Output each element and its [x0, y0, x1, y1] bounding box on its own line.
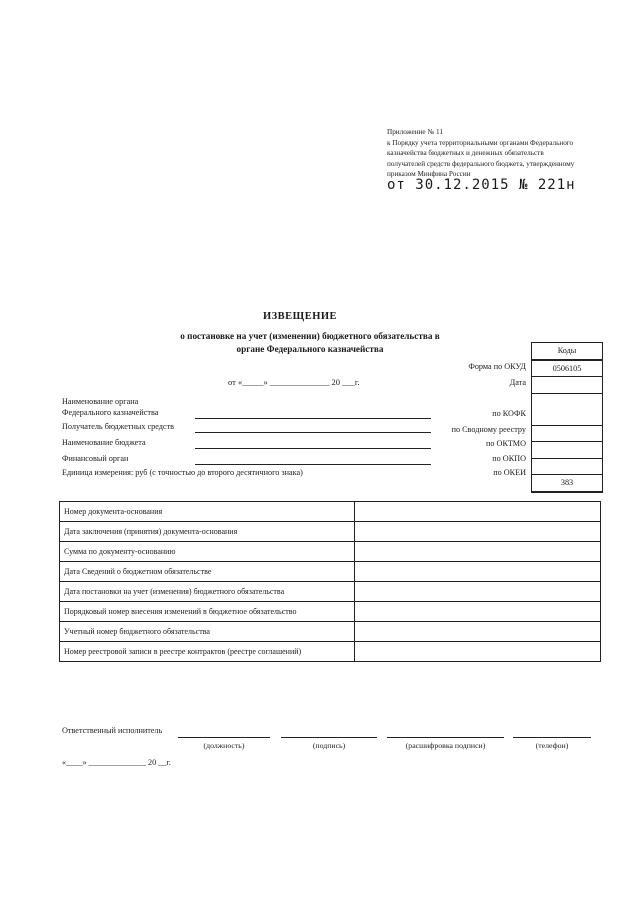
phone-caption: (телефон) [535, 741, 569, 750]
code-okpo[interactable] [532, 458, 602, 475]
decode-caption: (расшифровка подписи) [405, 741, 486, 750]
unit-label: Единица измерения: руб (с точностью до второго десятичного знака) [62, 468, 303, 477]
budget-label: Наименование бюджета [62, 438, 146, 447]
appendix-line-3: казначейства бюджетных и денежных обязательств [387, 149, 544, 158]
code-okei[interactable]: 383 [532, 474, 602, 491]
code-date[interactable] [532, 376, 602, 393]
table-row-label: Порядковый номер внесения изменений в бюджетное обязательство [60, 602, 355, 622]
table-row-label: Сумма по документу-основанию [60, 542, 355, 562]
organ-field[interactable] [195, 418, 431, 419]
position-caption: (должность) [203, 741, 245, 750]
organ-label-line-2: Федерального казначейства [62, 408, 159, 417]
subtitle-line-1: о постановке на учет (изменении) бюджетного обязательства в [180, 331, 440, 341]
recipient-label: Получатель бюджетных средств [62, 422, 175, 431]
fin-organ-field[interactable] [195, 464, 431, 465]
table-row-label: Дата постановки на учет (изменения) бюджетного обязательства [60, 582, 355, 602]
table-row-label: Учетный номер бюджетного обязательства [60, 622, 355, 642]
table-row [60, 582, 601, 602]
sign-caption: (подпись) [312, 741, 346, 750]
table-row [60, 542, 601, 562]
form-subtitle [120, 330, 500, 356]
table-row [60, 642, 601, 662]
table-row-value[interactable] [355, 542, 601, 562]
table-row-label: Дата заключения (принятия) документа-основания [60, 522, 355, 542]
okpo-label: по ОКПО [492, 454, 526, 463]
appendix-line-2: к Порядку учета территориальными органами Федерального [387, 138, 574, 147]
appendix-date-stamp: от 30.12.2015 № 221н [387, 176, 576, 193]
table-row-value[interactable] [355, 582, 601, 602]
fin-organ-label: Финансовый орган [62, 454, 129, 463]
code-svodny[interactable] [532, 425, 602, 442]
decode-field[interactable] [387, 737, 504, 738]
codes-header: Коды [557, 346, 577, 355]
date-label: Дата [509, 378, 526, 387]
table-row-value[interactable] [355, 622, 601, 642]
form-title: ИЗВЕЩЕНИЕ [262, 311, 338, 322]
obligation-table [59, 501, 601, 662]
appendix-line-5: приказом Минфина России [387, 170, 471, 179]
appendix-note [387, 127, 627, 191]
table-row [60, 622, 601, 642]
okei-label: по ОКЕИ [493, 468, 526, 477]
table-row-value[interactable] [355, 562, 601, 582]
table-row-value[interactable] [355, 522, 601, 542]
table-row-label: Номер реестровой записи в реестре контрактов (реестре соглашений) [60, 642, 355, 662]
table-row [60, 522, 601, 542]
form-date-line: от «_____» ______________ 20 ___г. [228, 377, 360, 387]
code-oktmo[interactable] [532, 441, 602, 458]
subtitle-line-2: органе Федерального казначейства [236, 344, 384, 354]
phone-field[interactable] [513, 737, 591, 738]
table-row-value[interactable] [355, 502, 601, 522]
table-row [60, 562, 601, 582]
sign-field[interactable] [281, 737, 377, 738]
responsible-label: Ответственный исполнитель [62, 726, 163, 735]
budget-field[interactable] [195, 448, 431, 449]
table-row-value[interactable] [355, 642, 601, 662]
position-field[interactable] [178, 737, 270, 738]
svodny-label: по Сводному реестру [451, 425, 526, 434]
organ-label-line-1: Наименование органа [62, 397, 139, 406]
oktmo-label: по ОКТМО [486, 439, 526, 448]
table-row-label: Дата Сведений о бюджетном обязательстве [60, 562, 355, 582]
recipient-field[interactable] [195, 432, 431, 433]
appendix-line-4: получателей средств федерального бюджета, утвержденному [387, 159, 575, 168]
codes-box [531, 342, 603, 493]
code-okud[interactable]: 0506105 [532, 359, 602, 377]
appendix-line-1: Приложение № 11 [387, 128, 443, 136]
signature-date-line: «____» ______________ 20 __г. [62, 758, 171, 767]
kofk-label: по КОФК [492, 409, 526, 418]
table-row-value[interactable] [355, 602, 601, 622]
table-row-label: Номер документа-основания [60, 502, 355, 522]
okud-label: Форма по ОКУД [468, 362, 526, 371]
code-kofk[interactable] [532, 393, 602, 425]
table-row [60, 602, 601, 622]
table-row [60, 502, 601, 522]
